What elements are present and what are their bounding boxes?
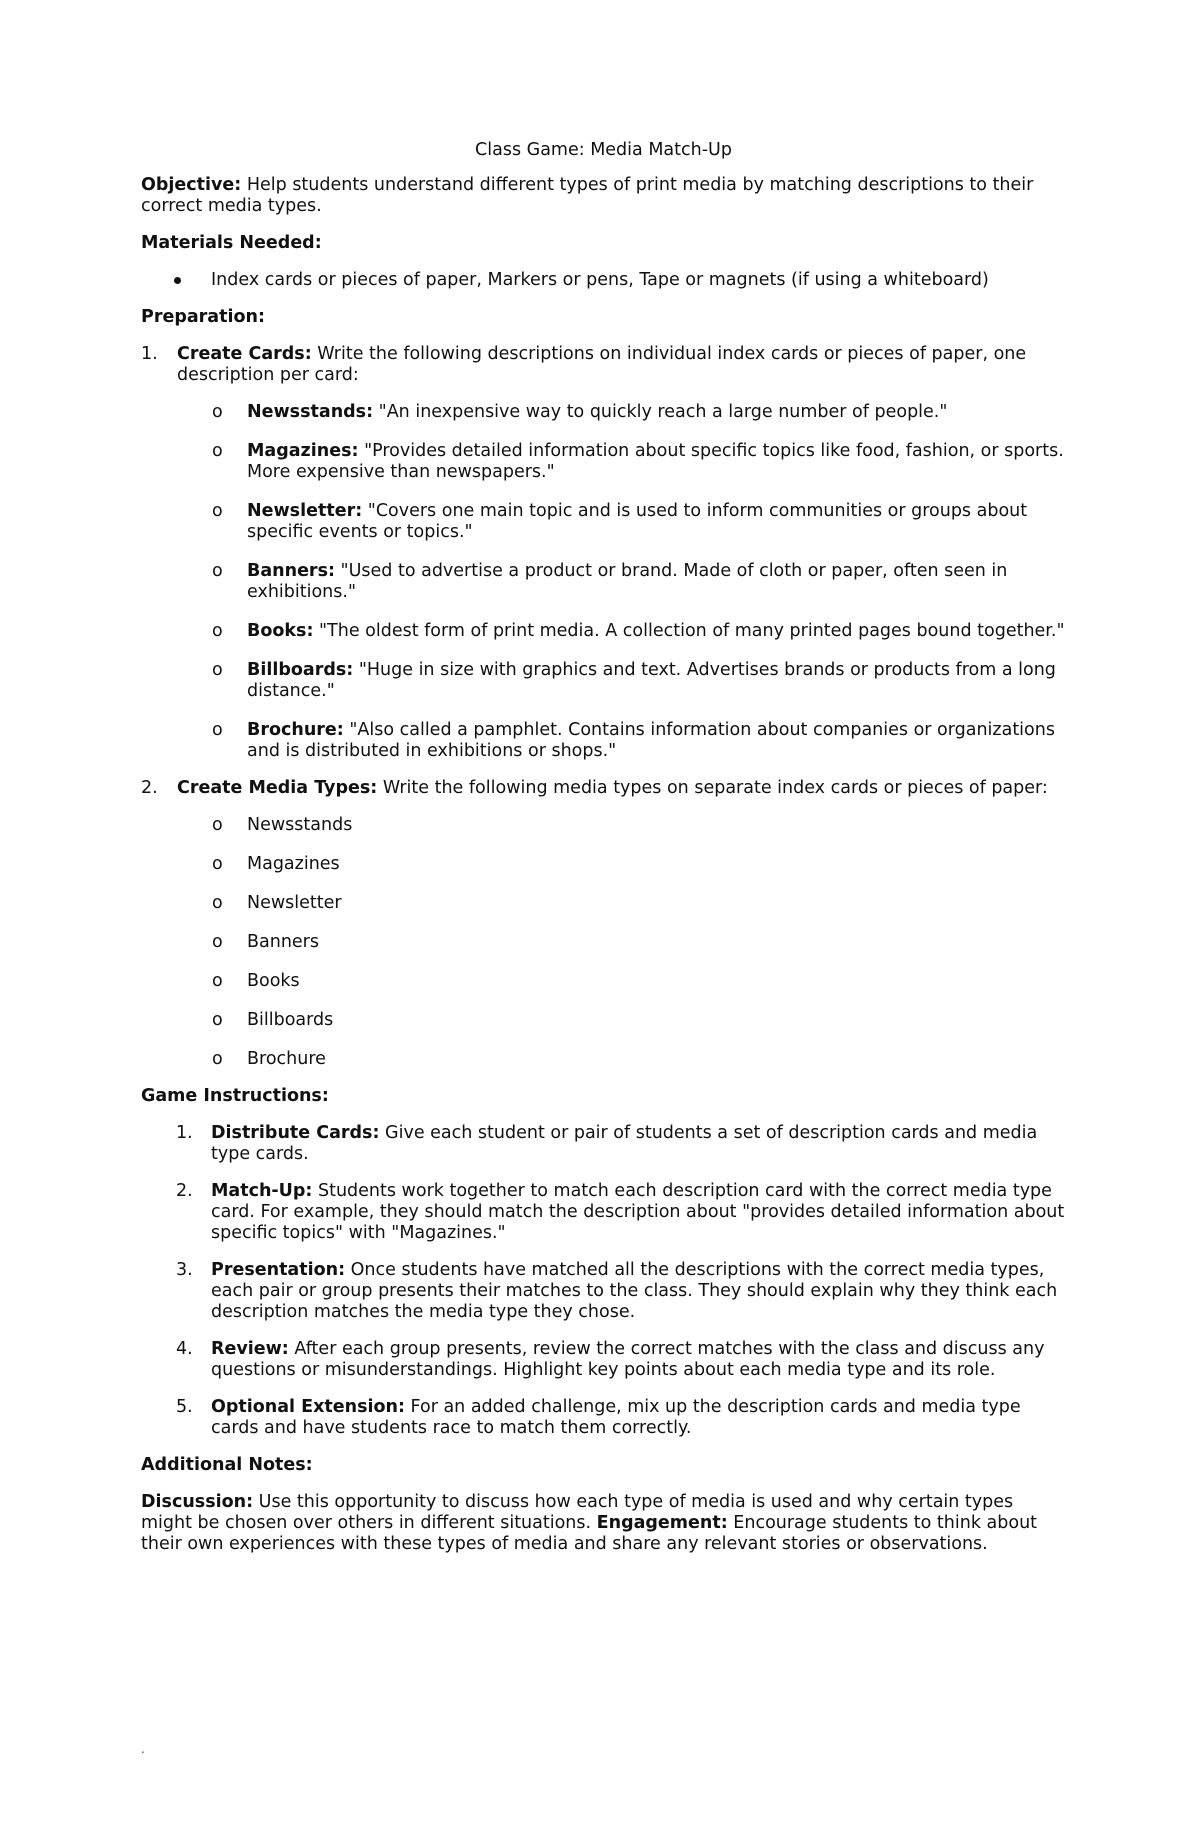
media-type-list bbox=[177, 815, 1066, 1070]
media-type-text: Newsletter bbox=[247, 893, 342, 913]
step-label: Review: bbox=[211, 1339, 289, 1359]
step-text: Write the following descriptions on individual index cards or pieces of paper, one description per card: bbox=[177, 344, 1027, 385]
description-label: Books: bbox=[247, 621, 314, 641]
description-text: "Provides detailed information about specific topics like food, fashion, or sports. More expensive than newspapers." bbox=[247, 441, 1064, 482]
bullet-o-icon: o bbox=[212, 660, 223, 680]
media-type-text: Newsstands bbox=[247, 815, 353, 835]
step-number: 2. bbox=[141, 778, 158, 798]
game-step bbox=[141, 1397, 1066, 1439]
engagement-text: Encourage students to think about their own experiences with these types of media and share any relevant stories or observations. bbox=[141, 1513, 1038, 1554]
description-item bbox=[177, 441, 1066, 483]
bullet-o-icon: o bbox=[212, 1010, 223, 1030]
bullet-o-icon: o bbox=[212, 815, 223, 835]
step-label: Distribute Cards: bbox=[211, 1123, 380, 1143]
preparation-step-2 bbox=[141, 778, 1066, 1070]
media-type-item bbox=[177, 1049, 1066, 1070]
description-text: "An inexpensive way to quickly reach a large number of people." bbox=[373, 402, 948, 422]
step-number: 2. bbox=[176, 1181, 193, 1201]
discussion-text: Use this opportunity to discuss how each type of media is used and why certain types might be chosen over others in different situations. bbox=[141, 1492, 1014, 1533]
step-text: For an added challenge, mix up the description cards and media type cards and have students race to match them correctly. bbox=[211, 1397, 1021, 1438]
bullet-o-icon: o bbox=[212, 932, 223, 952]
step-number: 1. bbox=[176, 1123, 193, 1143]
step-number: 1. bbox=[141, 344, 158, 364]
step-label: Create Media Types: bbox=[177, 778, 378, 798]
bullet-o-icon: o bbox=[212, 720, 223, 740]
bullet-o-icon: o bbox=[212, 501, 223, 521]
objective-paragraph bbox=[141, 175, 1066, 217]
media-type-text: Brochure bbox=[247, 1049, 326, 1069]
step-number: 5. bbox=[176, 1397, 193, 1417]
step-number: 3. bbox=[176, 1260, 193, 1280]
materials-item-text: Index cards or pieces of paper, Markers or pens, Tape or magnets (if using a whiteboard) bbox=[211, 270, 989, 290]
description-label: Brochure: bbox=[247, 720, 344, 740]
description-text: "Huge in size with graphics and text. Advertises brands or products from a long distance." bbox=[247, 660, 1056, 701]
game-step bbox=[141, 1123, 1066, 1165]
step-text: After each group presents, review the correct matches with the class and discuss any questions or misunderstandings. Highlight key points about each media type and its role. bbox=[211, 1339, 1045, 1380]
media-type-text: Billboards bbox=[247, 1010, 334, 1030]
additional-notes-heading: Additional Notes: bbox=[141, 1455, 313, 1475]
materials-list bbox=[141, 270, 1066, 291]
bullet-o-icon: o bbox=[212, 893, 223, 913]
materials-heading: Materials Needed: bbox=[141, 233, 322, 253]
game-instructions-heading: Game Instructions: bbox=[141, 1086, 329, 1106]
materials-item bbox=[141, 270, 1066, 291]
bullet-o-icon: o bbox=[212, 402, 223, 422]
media-type-text: Magazines bbox=[247, 854, 340, 874]
description-item bbox=[177, 660, 1066, 702]
description-item bbox=[177, 501, 1066, 543]
preparation-heading: Preparation: bbox=[141, 307, 265, 327]
bullet-o-icon: o bbox=[212, 1049, 223, 1069]
bullet-o-icon: o bbox=[212, 621, 223, 641]
step-label: Optional Extension: bbox=[211, 1397, 405, 1417]
description-text: "The oldest form of print media. A collection of many printed pages bound together." bbox=[313, 621, 1065, 641]
media-type-item bbox=[177, 854, 1066, 875]
media-type-item bbox=[177, 1010, 1066, 1031]
media-type-item bbox=[177, 971, 1066, 992]
description-label: Magazines: bbox=[247, 441, 359, 461]
media-type-text: Banners bbox=[247, 932, 319, 952]
discussion-label: Discussion: bbox=[141, 1492, 254, 1512]
bullet-o-icon: o bbox=[212, 854, 223, 874]
description-item bbox=[177, 402, 1066, 423]
engagement-label: Engagement: bbox=[596, 1513, 728, 1533]
description-label: Banners: bbox=[247, 561, 335, 581]
step-text: Students work together to match each description card with the correct media type card. For example, they should match the description about "provides detailed information about specific topics" with "Magazines." bbox=[211, 1181, 1065, 1243]
description-text: "Covers one main topic and is used to inform communities or groups about specific events or topics." bbox=[247, 501, 1028, 542]
game-step bbox=[141, 1181, 1066, 1244]
bullet-o-icon: o bbox=[212, 561, 223, 581]
media-type-item bbox=[177, 815, 1066, 836]
game-step bbox=[141, 1339, 1066, 1381]
step-label: Create Cards: bbox=[177, 344, 312, 364]
step-text: Write the following media types on separate index cards or pieces of paper: bbox=[377, 778, 1048, 798]
footer-mark: . bbox=[141, 1742, 145, 1756]
step-number: 4. bbox=[176, 1339, 193, 1359]
game-step bbox=[141, 1260, 1066, 1323]
step-text: Once students have matched all the descriptions with the correct media types, each pair or group presents their matches to the class. They should explain why they think each description matches the media type they chose. bbox=[211, 1260, 1058, 1322]
bullet-dot-icon bbox=[174, 277, 181, 284]
description-label: Newsstands: bbox=[247, 402, 374, 422]
step-label: Match-Up: bbox=[211, 1181, 313, 1201]
document-title: Class Game: Media Match-Up bbox=[475, 140, 732, 160]
description-item bbox=[177, 561, 1066, 603]
bullet-o-icon: o bbox=[212, 441, 223, 461]
preparation-step-1 bbox=[141, 344, 1066, 762]
description-text: "Also called a pamphlet. Contains information about companies or organizations and is distributed in exhibitions or shops." bbox=[247, 720, 1055, 761]
description-label: Billboards: bbox=[247, 660, 354, 680]
objective-text: Help students understand different types of print media by matching descriptions to their correct media types. bbox=[141, 175, 1034, 216]
document-page bbox=[141, 140, 1066, 1571]
objective-label: Objective: bbox=[141, 175, 242, 195]
step-label: Presentation: bbox=[211, 1260, 346, 1280]
description-item bbox=[177, 720, 1066, 762]
media-type-item bbox=[177, 893, 1066, 914]
media-type-text: Books bbox=[247, 971, 300, 991]
notes-paragraph bbox=[141, 1492, 1066, 1555]
description-list bbox=[177, 402, 1066, 762]
media-type-item bbox=[177, 932, 1066, 953]
description-label: Newsletter: bbox=[247, 501, 363, 521]
description-text: "Used to advertise a product or brand. Made of cloth or paper, often seen in exhibitions." bbox=[247, 561, 1008, 602]
step-text: Give each student or pair of students a set of description cards and media type cards. bbox=[211, 1123, 1038, 1164]
bullet-o-icon: o bbox=[212, 971, 223, 991]
description-item bbox=[177, 621, 1066, 642]
